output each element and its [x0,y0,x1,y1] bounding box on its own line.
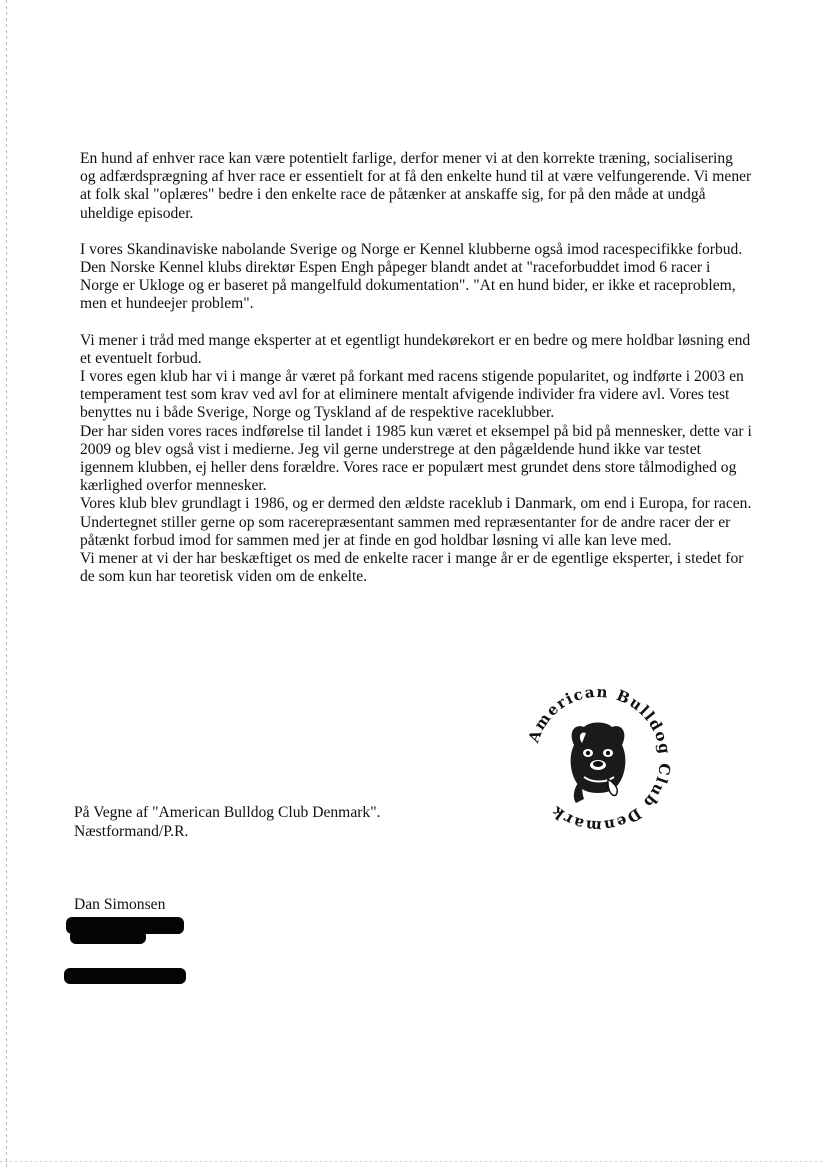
scan-left-edge [6,0,7,1168]
scan-bottom-edge [0,1161,825,1162]
redaction-bar [70,930,146,944]
club-stamp [522,683,674,835]
paragraph-experts: Vi mener at vi der har beskæftiget os med de enkelte racer i mange år er de egentlige eksperter, i stedet for de som kun har teoretisk viden om de enkelte. [80,550,744,586]
paragraph-driving-license: Vi mener i tråd med mange eksperter at et egentligt hundekørekort er en bedre og mere holdbar løsning end et eventuelt forbud. [80,331,751,367]
paragraph-training: En hund af enhver race kan være potentielt farlige, derfor mener vi at den korrekte træning, socialisering og adfærdsprægning af hver race er essentielt for at få den enkelte hund til at være velfungerende. Vi mener at folk skal "oplæres" bedre i den enkelte race de påtænker at anskaffe sig, for på den måde at undgå uheldige episoder. [80,150,752,222]
paragraph-scandinavia: I vores Skandinaviske nabolande Sverige og Norge er Kennel klubberne også imod racespecifikke forbud. Den Norske Kennel klubs direktør Espen Engh påpeger blandt andet at "raceforbuddet imod 6 racer i Norge er Ukloge og er baseret på mangelfuld dokumentation". "At en hund bider, er ikke et raceproblem, men et hundeejer problem". [80,240,743,313]
on-behalf-line: På Vegne af "American Bulldog Club Denmark". [74,804,381,821]
club-stamp-logo [522,683,674,835]
closing-block [74,803,381,841]
signer-name: Dan Simonsen [74,896,166,913]
paragraph-club-founded: Vores klub blev grundlagt i 1986, og er dermed den ældste raceklub i Danmark, om end i Europa, for racen. [80,495,752,513]
paragraph-bite-history: Der har siden vores races indførelse til landet i 1985 kun været et eksempel på bid på mennesker, dette var i 2009 og blev også vist i medierne. Jeg vil gerne understrege at den pågældende hund ikke var testet igennem klubben, ej heller dens forældre. Vores race er populært mest grundet dens store tålmodighed og kærlighed overfor mennesker. [80,422,752,495]
paragraph-representative: Undertegnet stiller gerne op som racerepræsentant sammen med repræsentanter for de andre racer der er påtænkt forbud imod for sammen med jer at finde en god holdbar løsning vi alle kan leve med. [80,513,731,549]
signer-role: Næstformand/P.R. [74,823,189,840]
paragraph-temperament-test: I vores egen klub har vi i mange år været på forkant med racens stigende popularitet, og indførte i 2003 en temperament test som krav ved avl for at eliminere mentalt afvigende individer fra videre avl. Vores test benyttes nu i både Sverige, Norge og Tyskland af de respektive raceklubber. [80,368,744,422]
bulldog-head-icon [571,723,626,804]
letter-body [80,150,752,586]
stamp-ring-text: American Bulldog Club Denmark [524,683,674,835]
redaction-bar [64,968,186,984]
